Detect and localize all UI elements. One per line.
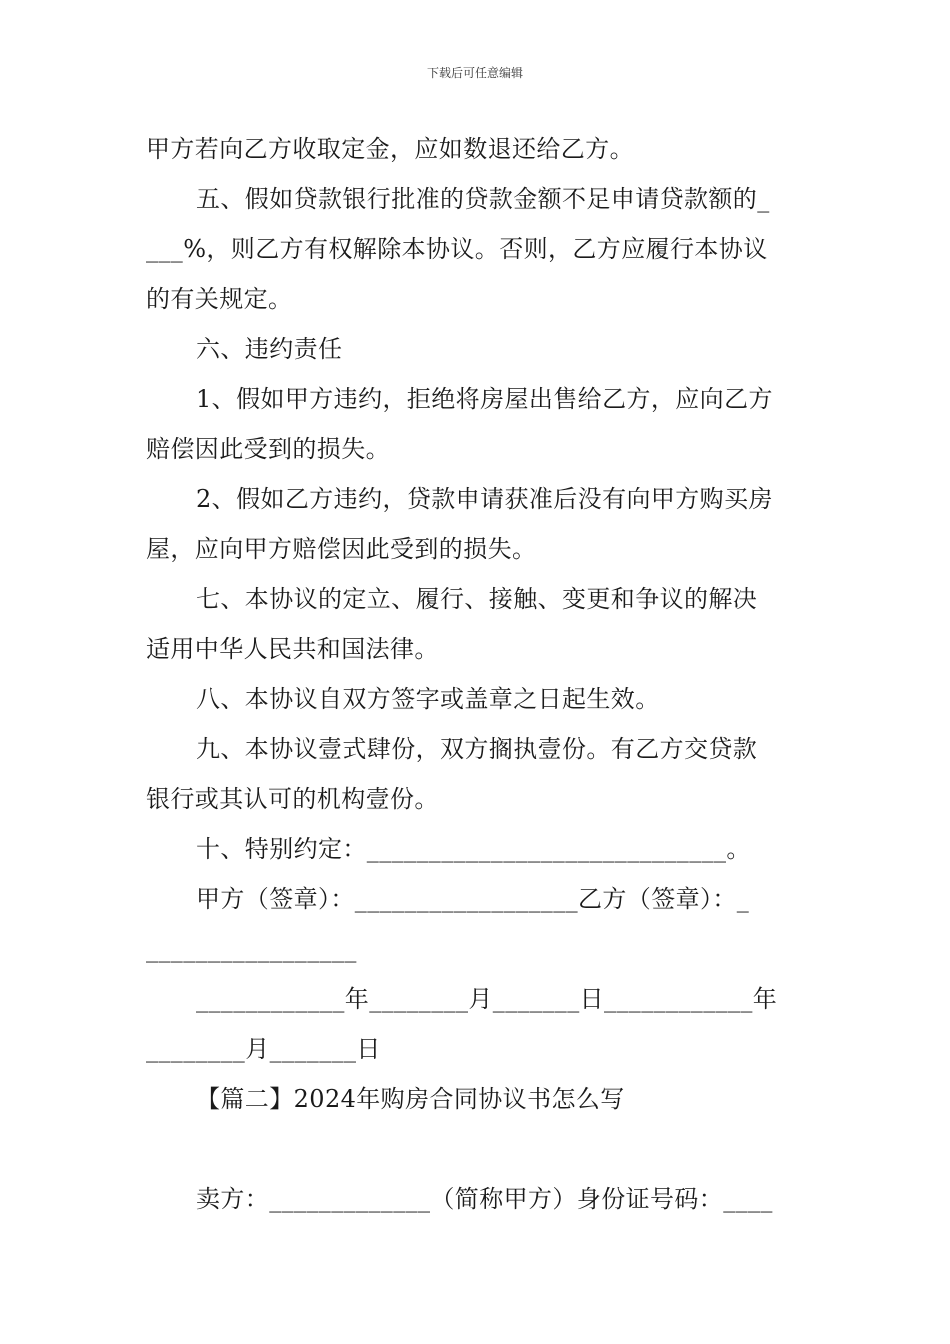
text-line: 甲方若向乙方收取定金，应如数退还给乙方。 [146,135,634,163]
text-line: 适用中华人民共和国法律。 [146,635,439,663]
text-line: 的有关规定。 [146,285,293,313]
text-line: 卖方：_____________（简称甲方）身份证号码：____ [196,1185,773,1213]
text-line: 五、假如贷款银行批准的贷款金额不足申请贷款额的_ [196,185,770,213]
date-line: ____________年________月_______日____________年 [196,985,778,1013]
signature-line: _________________ [146,935,357,963]
section-heading: 六、违约责任 [196,335,343,363]
text-line: 1、假如甲方违约，拒绝将房屋出售给乙方，应向乙方 [196,385,773,413]
text-line: 八、本协议自双方签字或盖章之日起生效。 [196,685,660,713]
text-line: ___%，则乙方有权解除本协议。否则，乙方应履行本协议 [146,235,768,263]
date-line: ________月_______日 [146,1035,381,1063]
signature-line: 甲方（签章）：__________________乙方（签章）：_ [196,885,750,913]
text-line: 2、假如乙方违约，贷款申请获准后没有向甲方购买房 [196,485,773,513]
text-line: 九、本协议壹式肆份，双方搁执壹份。有乙方交贷款 [196,735,758,763]
special-agreement-line: 十、特别约定：_____________________________。 [196,835,751,863]
page-header: 下载后可任意编辑 [426,66,523,80]
section-title: 【篇二】2024年购房合同协议书怎么写 [196,1085,625,1113]
text-line: 屋，应向甲方赔偿因此受到的损失。 [146,535,537,563]
text-line: 银行或其认可的机构壹份。 [146,785,439,813]
text-line: 七、本协议的定立、履行、接触、变更和争议的解决 [196,585,758,613]
text-line: 赔偿因此受到的损失。 [146,435,390,463]
